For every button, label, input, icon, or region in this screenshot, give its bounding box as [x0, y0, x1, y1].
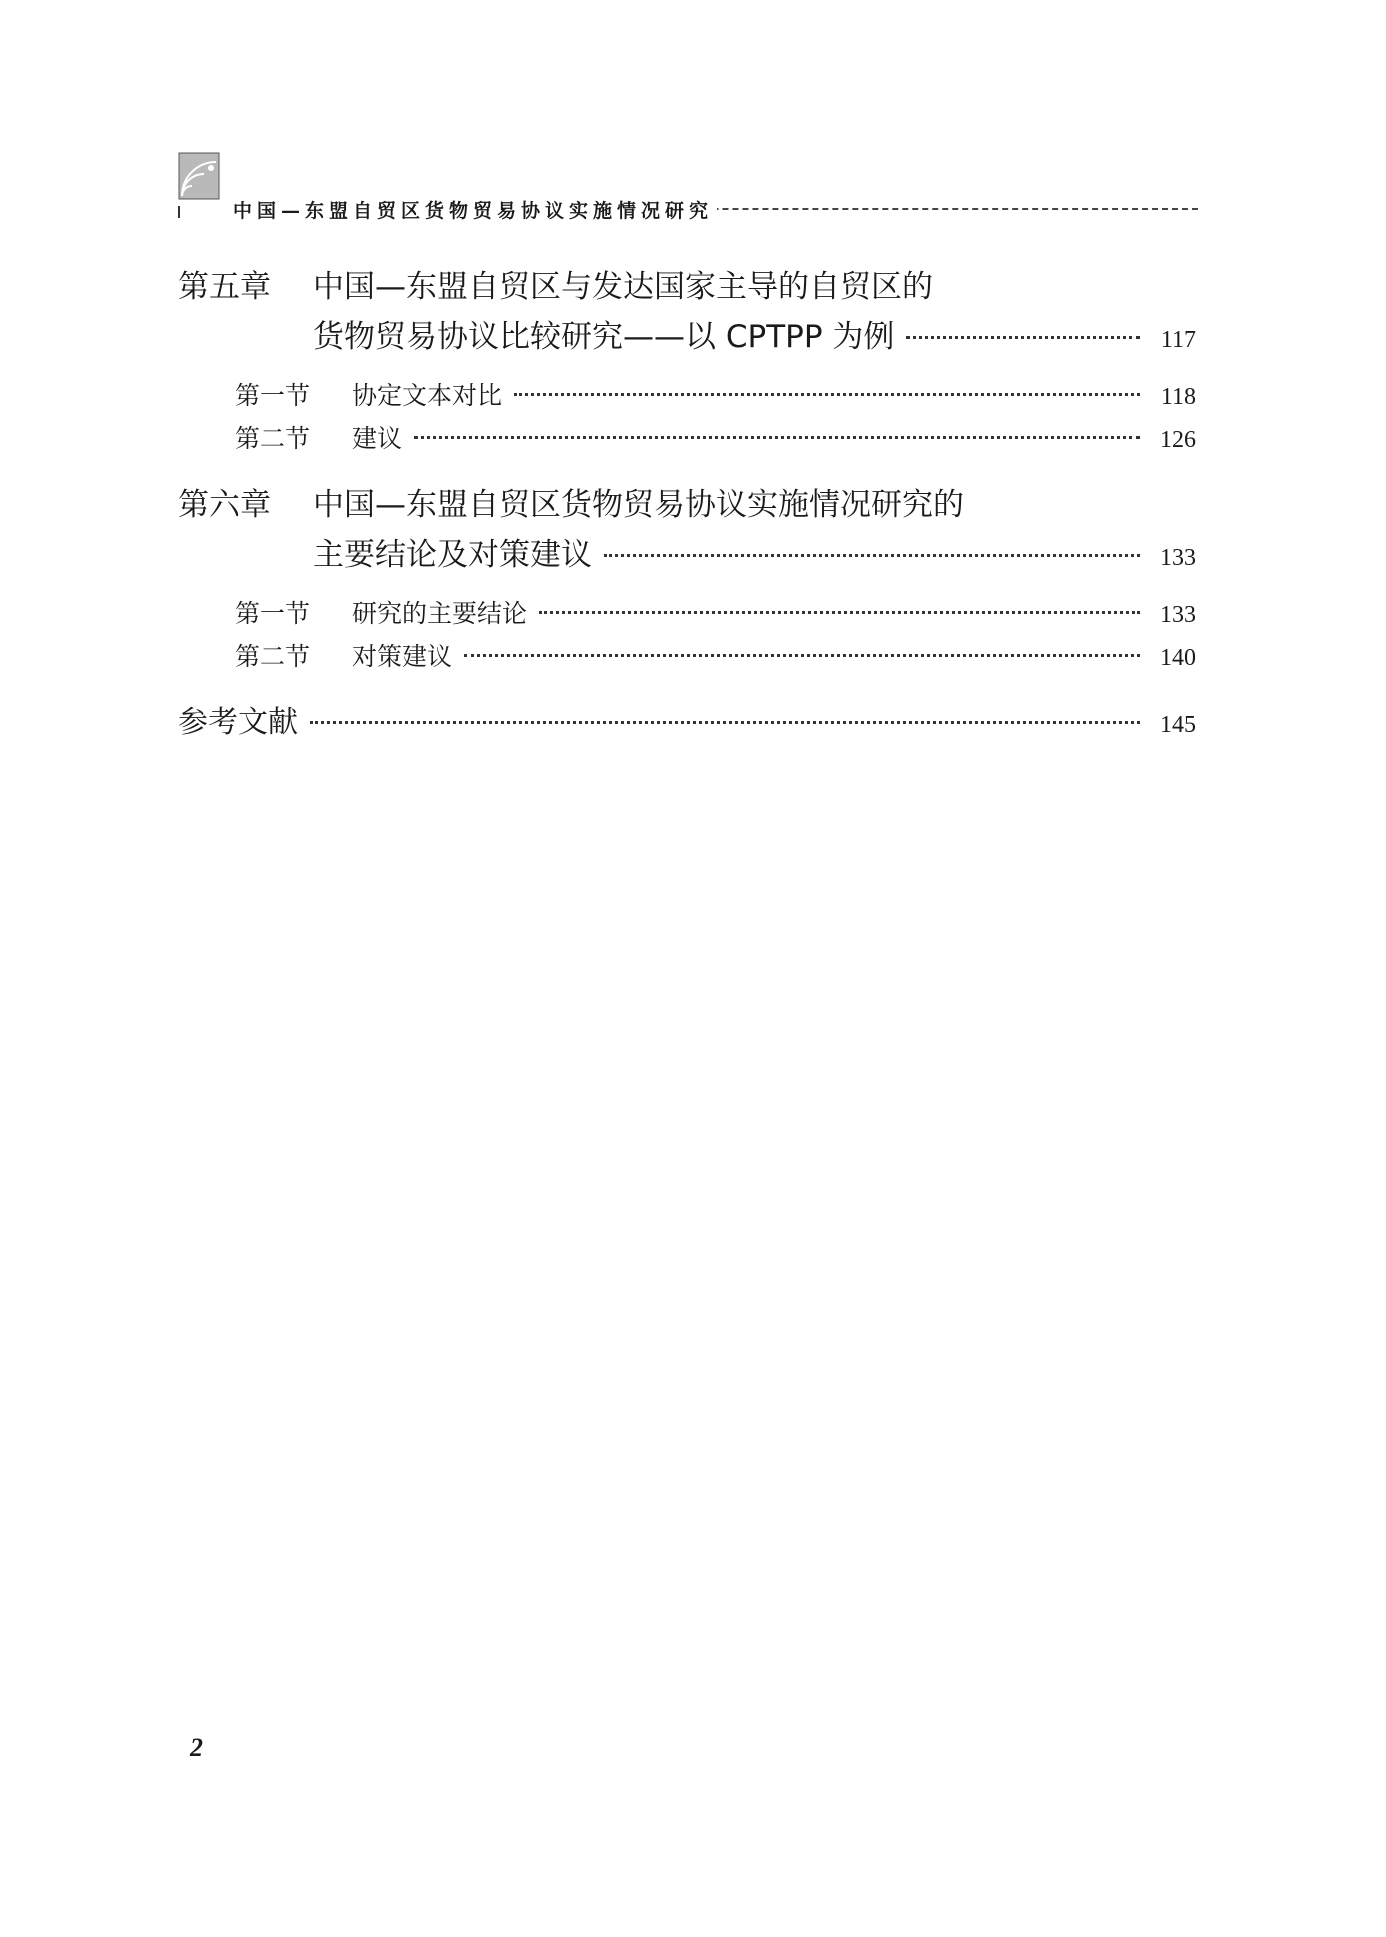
page-ref: 145	[1160, 712, 1196, 738]
section-title: 研究的主要结论	[352, 599, 528, 628]
page-ref: 140	[1160, 645, 1196, 671]
page-ref: 117	[1160, 327, 1196, 353]
dot-leader	[539, 611, 1140, 614]
section-title: 协定文本对比	[352, 381, 503, 410]
toc-section	[178, 374, 1196, 417]
toc-section	[178, 592, 1196, 635]
page-ref: 133	[1160, 545, 1196, 571]
page-ref: 133	[1160, 602, 1196, 628]
dot-leader	[604, 554, 1140, 557]
section-label: 第一节	[235, 599, 311, 628]
page-number: 2	[190, 1733, 203, 1762]
section-title: 对策建议	[352, 642, 453, 671]
table-of-contents	[178, 262, 1196, 748]
toc-chapter-5	[178, 262, 1196, 460]
chapter-label: 第五章	[178, 269, 271, 305]
toc-references	[178, 698, 1196, 748]
page-ref: 126	[1160, 427, 1196, 453]
dot-leader	[464, 654, 1140, 657]
page-ref: 118	[1160, 384, 1196, 410]
running-header	[178, 152, 1198, 224]
dot-leader	[310, 721, 1140, 724]
chapter-label: 第六章	[178, 487, 271, 523]
chapter-title: 中国—东盟自贸区货物贸易协议实施情况研究的	[313, 487, 964, 523]
dot-leader	[414, 436, 1140, 439]
book-logo-icon	[178, 152, 230, 218]
chapter-title-continued: 主要结论及对策建议	[313, 537, 592, 573]
section-label: 第二节	[235, 642, 311, 671]
header-title: 中国—东盟自贸区货物贸易协议实施情况研究	[233, 196, 717, 223]
dot-leader	[514, 393, 1140, 396]
chapter-title: 中国—东盟自贸区与发达国家主导的自贸区的	[313, 269, 933, 305]
references-title: 参考文献	[178, 705, 298, 740]
section-title: 建议	[352, 424, 403, 453]
chapter-title-continued: 货物贸易协议比较研究——以 CPTPP 为例	[313, 319, 895, 355]
section-label: 第二节	[235, 424, 311, 453]
dot-leader	[906, 336, 1140, 339]
toc-section	[178, 635, 1196, 678]
section-label: 第一节	[235, 381, 311, 410]
toc-section	[178, 417, 1196, 460]
toc-chapter-6	[178, 480, 1196, 678]
